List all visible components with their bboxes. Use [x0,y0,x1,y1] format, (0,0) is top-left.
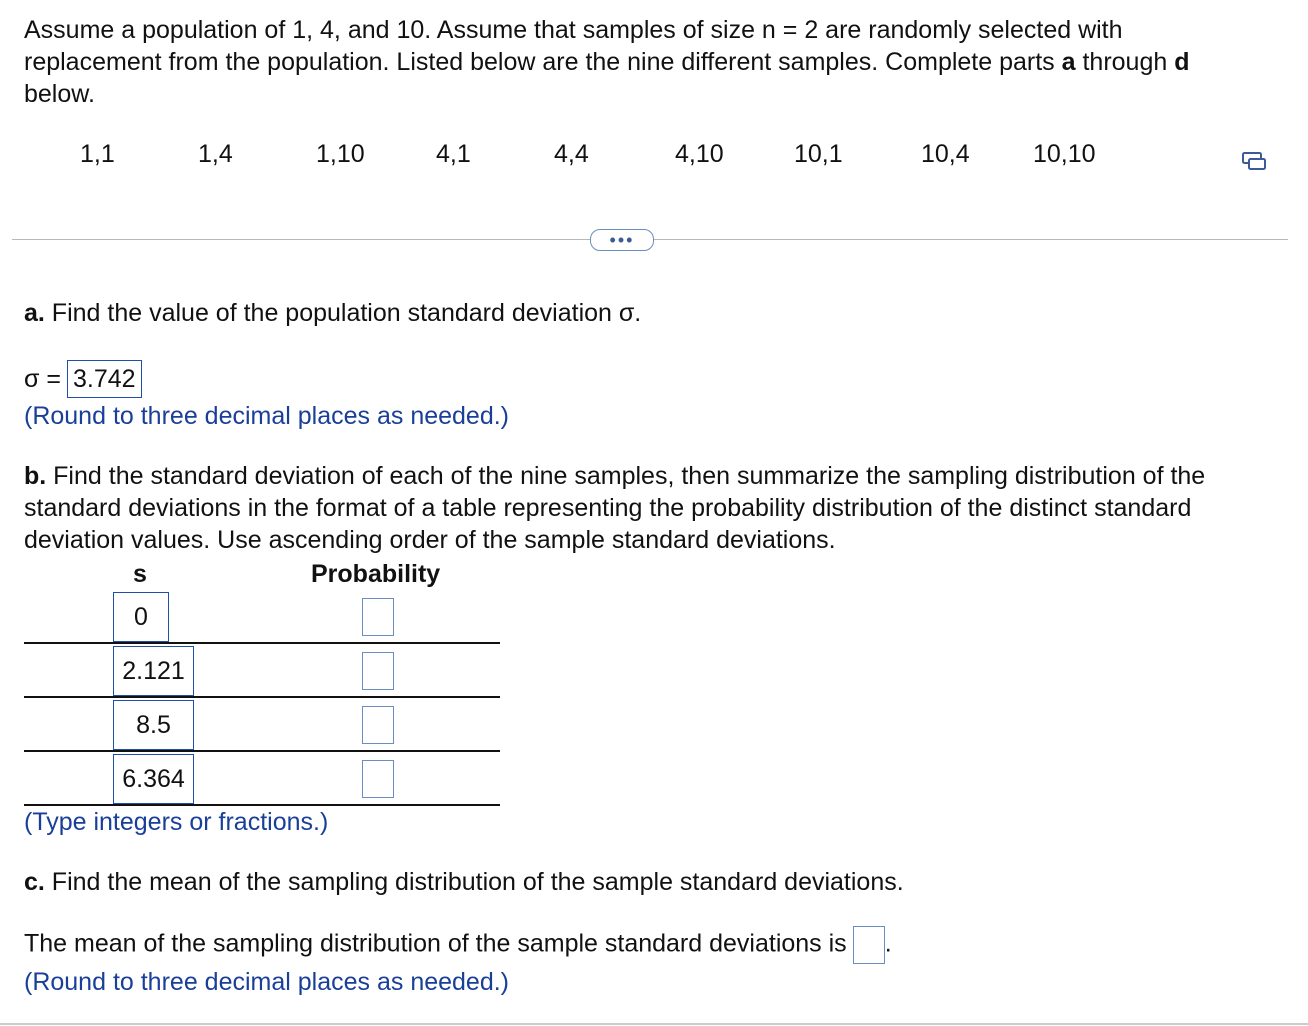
part-c-question [24,866,904,898]
sample-item: 10,1 [794,140,843,168]
part-b-question [24,460,1294,556]
probability-field[interactable] [362,760,394,798]
probability-field[interactable] [362,652,394,690]
sample-item: 1,10 [316,140,365,168]
mean-answer-field[interactable] [853,926,885,964]
s-value-field[interactable]: 0 [113,592,169,642]
probability-field[interactable] [362,598,394,636]
part-a-label: a. [24,299,45,327]
part-b-type-note: (Type integers or fractions.) [24,808,329,836]
intro-text-mid: through [1075,48,1175,76]
table-row-divider [24,750,500,752]
copy-icon[interactable] [1240,150,1268,172]
sample-item: 10,4 [921,140,970,168]
sample-item: 10,10 [1033,140,1096,168]
intro-line-2 [24,46,1284,78]
s-value-field[interactable]: 2.121 [113,646,194,696]
part-a-rounding-note: (Round to three decimal places as needed.) [24,402,510,430]
column-header-s: s [133,560,147,588]
intro-bold-d: d [1174,48,1190,76]
sample-item: 4,10 [675,140,724,168]
part-b-line-2: standard deviations in the format of a table representing the probability distribution of the distinct standard [24,494,1192,522]
part-c-label: c. [24,868,45,896]
part-a-question [24,297,641,329]
intro-bold-a: a [1061,48,1076,76]
part-b-label: b. [24,462,47,490]
mean-answer-suffix: . [884,929,892,958]
intro-line-1: Assume a population of 1, 4, and 10. Assume that samples of size n = 2 are randomly selected with [24,16,1123,44]
sample-item: 4,1 [436,140,471,168]
sample-item: 1,1 [80,140,115,168]
bottom-divider [0,1023,1308,1025]
problem-intro [24,14,1284,110]
probability-field[interactable] [362,706,394,744]
sample-item: 4,4 [554,140,589,168]
sigma-answer-field[interactable]: 3.742 [67,360,142,398]
part-a-text: Find the value of the population standard deviation σ. [44,299,642,327]
intro-text: replacement from the population. Listed below are the nine different samples. Complete parts [24,48,1062,76]
s-value-field[interactable]: 8.5 [113,700,194,750]
s-value-field[interactable]: 6.364 [113,754,194,804]
table-row-divider [24,804,500,806]
part-c-text: Find the mean of the sampling distribution of the sample standard deviations. [44,868,904,896]
part-b-line-1 [24,460,1294,492]
part-c-rounding-note: (Round to three decimal places as needed.) [24,968,510,996]
table-row-divider [24,696,500,698]
part-b-line-3: deviation values. Use ascending order of the sample standard deviations. [24,526,836,554]
part-b-text: Find the standard deviation of each of the nine samples, then summarize the sampling distribution of the [46,462,1206,490]
mean-answer-row [24,926,892,964]
sigma-label: σ = [24,364,61,393]
table-row-divider [24,642,500,644]
mean-answer-prefix: The mean of the sampling distribution of the sample standard deviations is [24,929,847,958]
intro-line-3: below. [24,80,95,108]
samples-list [0,140,1308,180]
sample-item: 1,4 [198,140,233,168]
column-header-probability: Probability [311,560,441,588]
expand-more-button[interactable]: ••• [590,229,654,251]
sigma-answer-row [24,360,142,398]
